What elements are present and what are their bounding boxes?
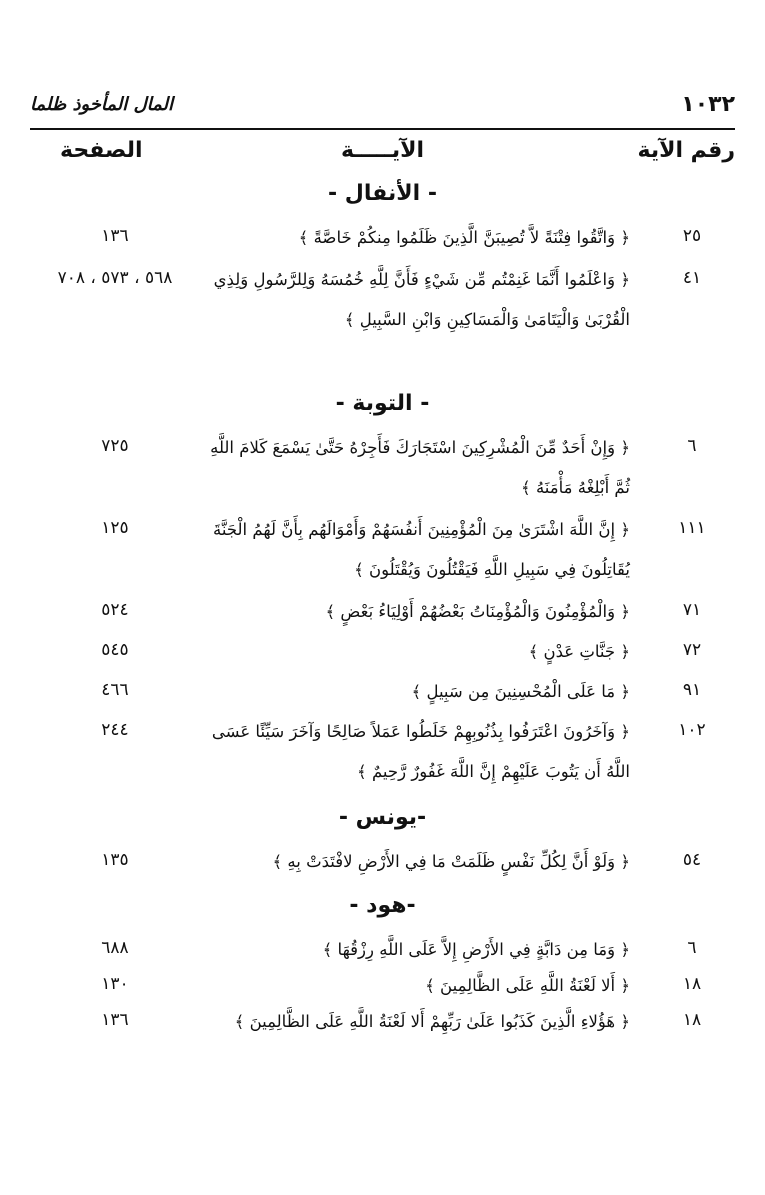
ayah-text: ﴿ إِنَّ اللَّهَ اشْتَرَىٰ مِنَ الْمُؤْمِنِينَ أَنفُسَهُمْ وَأَمْوَالَهُم بِأَنَّ لَهُمُ الْجَنَّةَ يُقَاتِلُونَ فِي سَبِيلِ اللَّهِ فَيَقْتُلُونَ وَيُقْتَلُونَ ﴾ [213, 520, 630, 579]
ayah-number: ٤١ [682, 268, 702, 288]
ayah-text: ﴿ وَآخَرُونَ اعْتَرَفُوا بِذُنُوبِهِمْ خَلَطُوا عَمَلاً صَالِحًا وَآخَرَ سَيِّئًا عَسَى اللَّهُ أَن يَتُوبَ عَلَيْهِمْ إِنَّ اللَّهَ غَفُورٌ رَّحِيمٌ ﴾ [211, 722, 630, 781]
ayah-text: ﴿ وَمَا مِن دَابَّةٍ فِي الأَرْضِ إِلاَّ عَلَى اللَّهِ رِزْقُهَا ﴾ [322, 940, 630, 959]
index-entry [30, 842, 735, 882]
ayah-number: ٩١ [682, 680, 702, 700]
book-title: المال المأخوذ ظلما [30, 94, 173, 115]
index-entry [30, 510, 735, 592]
ayah-text: ﴿ وَاعْلَمُوا أَنَّمَا غَنِمْتُم مِّن شَيْءٍ فَأَنَّ لِلَّهِ خُمُسَهُ وَلِلرَّسُولِ وَلِذِي الْقُرْبَىٰ وَالْيَتَامَىٰ وَالْمَسَاكِينِ وَابْنِ السَّبِيلِ ﴾ [213, 270, 630, 329]
page-reference: ٢٤٤ [101, 720, 129, 740]
index-entry [30, 428, 735, 510]
page-reference: ١٢٥ [101, 518, 129, 538]
index-entry [30, 218, 735, 260]
ayah-number: ٢٥ [682, 226, 702, 246]
ayah-number: ١٨ [682, 974, 702, 994]
ayah-number: ١٠٢ [678, 720, 706, 740]
ayah-number: ٦ [687, 436, 697, 456]
page-reference: ٥٤٥ [101, 640, 129, 660]
page-reference: ١٣٥ [101, 850, 129, 870]
surah-heading: -يونس - [338, 805, 427, 830]
ayah-number: ١٨ [682, 1010, 702, 1030]
ayah-text: ﴿ هَؤُلاءِ الَّذِينَ كَذَبُوا عَلَىٰ رَبِّهِمْ أَلا لَعْنَةُ اللَّهِ عَلَى الظَّالِمِينَ ﴾ [234, 1012, 630, 1031]
ayah-number: ٧١ [682, 600, 702, 620]
ayah-number: ٦ [687, 938, 697, 958]
index-content [30, 170, 735, 1084]
running-head [30, 92, 735, 122]
page-reference: ١٣٦ [101, 1010, 129, 1030]
ayah-text: ﴿ أَلا لَعْنَةُ اللَّهِ عَلَى الظَّالِمِينَ ﴾ [425, 976, 630, 995]
index-entry [30, 632, 735, 672]
page-reference: ٧٢٥ [101, 436, 129, 456]
page-reference: ١٣٦ [101, 226, 129, 246]
ayah-number: ٧٢ [682, 640, 702, 660]
surah-heading: -هود - [349, 893, 416, 918]
page-number: ١٠٣٢ [681, 92, 735, 117]
column-header-ayah-number: رقم الآية [637, 138, 735, 163]
surah-heading: - التوبة - [335, 391, 430, 416]
header-rule [30, 128, 735, 130]
index-entry [30, 966, 735, 1002]
ayah-number: ١١١ [678, 518, 706, 538]
page-reference: ٤٦٦ [101, 680, 129, 700]
page-reference: ٥٦٨ ، ٥٧٣ ، ٧٠٨ [57, 268, 173, 288]
ayah-text: ﴿ وَإِنْ أَحَدٌ مِّنَ الْمُشْرِكِينَ اسْتَجَارَكَ فَأَجِرْهُ حَتَّىٰ يَسْمَعَ كَلامَ اللَّهِ ثُمَّ أَبْلِغْهُ مَأْمَنَهُ ﴾ [210, 438, 630, 497]
page-reference: ٥٢٤ [101, 600, 129, 620]
index-entry [30, 712, 735, 794]
index-entry [30, 1002, 735, 1084]
page-reference: ٦٨٨ [101, 938, 129, 958]
index-entry [30, 930, 735, 966]
index-entry [30, 260, 735, 380]
ayah-number: ٥٤ [682, 850, 702, 870]
ayah-text: ﴿ مَا عَلَى الْمُحْسِنِينَ مِن سَبِيلٍ ﴾ [411, 682, 630, 701]
page-reference: ١٣٠ [101, 974, 129, 994]
ayah-text: ﴿ وَالْمُؤْمِنُونَ وَالْمُؤْمِنَاتُ بَعْضُهُمْ أَوْلِيَاءُ بَعْضٍ ﴾ [325, 602, 630, 621]
ayah-text: ﴿ وَاتَّقُوا فِتْنَةً لاَّ تُصِيبَنَّ الَّذِينَ ظَلَمُوا مِنكُمْ خَاصَّةً ﴾ [298, 228, 630, 247]
column-header-ayah: الآيـــــة [340, 138, 425, 163]
ayah-text: ﴿ جَنَّاتِ عَدْنٍ ﴾ [528, 642, 630, 661]
surah-heading: - الأنفال - [328, 181, 437, 206]
index-entry [30, 672, 735, 712]
ayah-text: ﴿ وَلَوْ أَنَّ لِكُلِّ نَفْسٍ ظَلَمَتْ مَا فِي الأَرْضِ لافْتَدَتْ بِهِ ﴾ [272, 852, 630, 871]
index-entry [30, 592, 735, 632]
column-header-page: الصفحة [60, 138, 143, 163]
